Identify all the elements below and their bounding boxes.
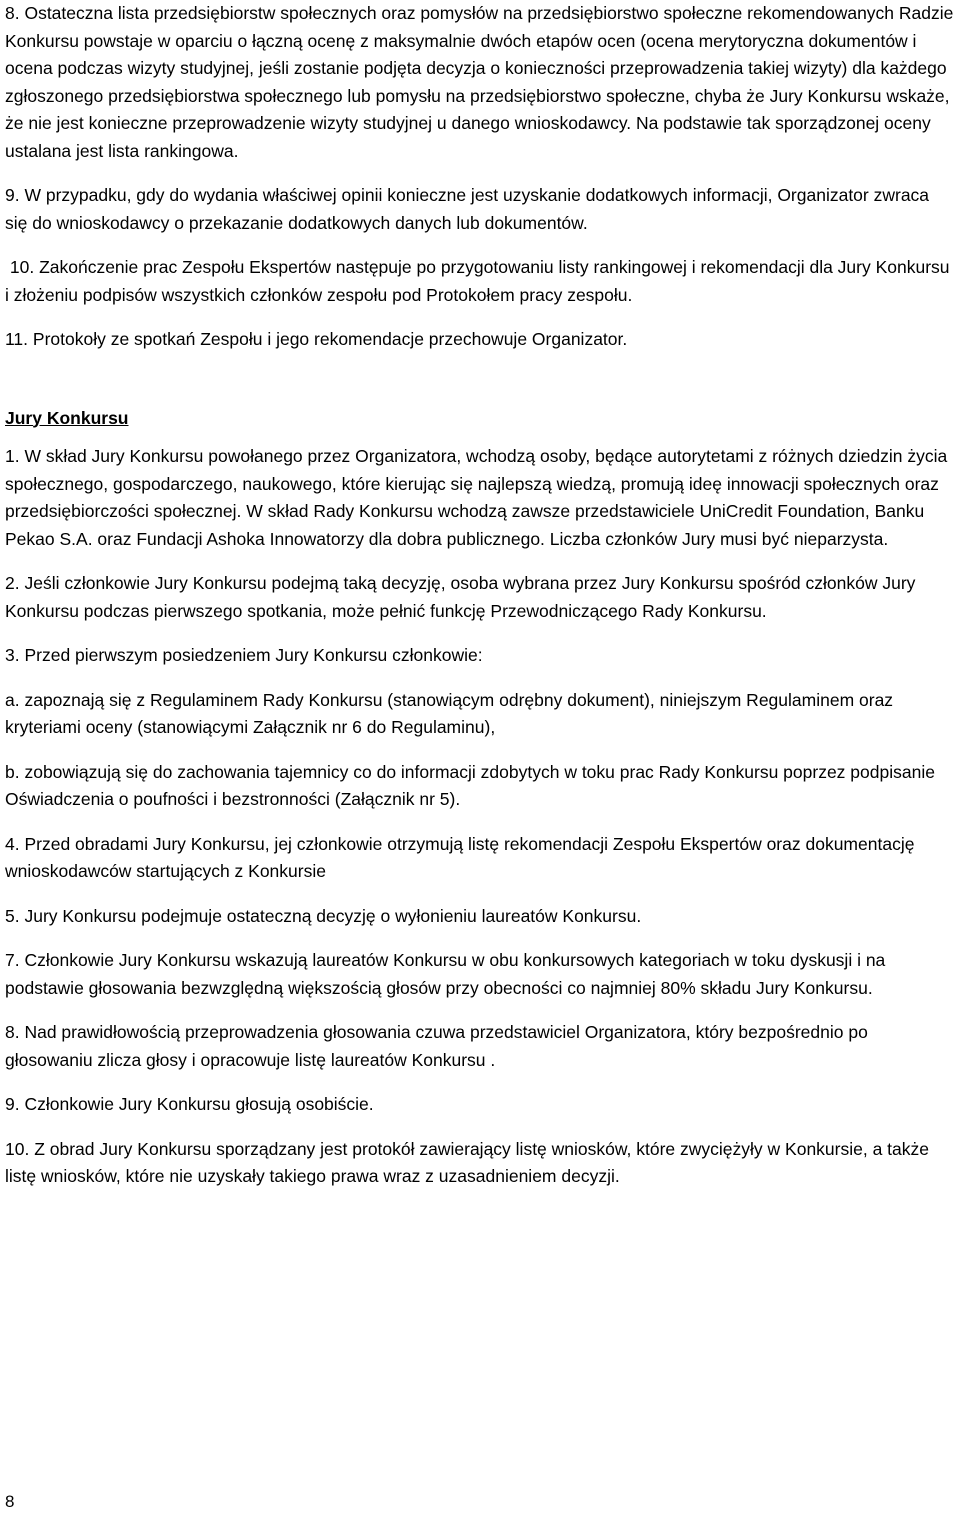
jury-paragraph-3b: b. zobowiązują się do zachowania tajemnicy co do informacji zdobytych w toku prac Rady Konkursu poprzez podpisanie Oświadczenia o poufności i bezstronności (Załącznik nr 5).	[5, 761, 935, 809]
jury-paragraph-5: 5. Jury Konkursu podejmuje ostateczną decyzję o wyłonieniu laureatów Konkursu.	[5, 905, 642, 926]
jury-paragraph-4: 4. Przed obradami Jury Konkursu, jej członkowie otrzymują listę rekomendacji Zespołu Ekspertów oraz dokumentację wnioskodawców startujących z Konkursie	[5, 833, 915, 881]
jury-paragraph-2: 2. Jeśli członkowie Jury Konkursu podejmą taką decyzję, osoba wybrana przez Jury Konkursu spośród członków Jury Konkursu podczas pierwszego spotkania, może pełnić funkcję Przewodniczącego Rady Konkursu.	[5, 573, 916, 621]
paragraph-9: 9. W przypadku, gdy do wydania właściwej opinii konieczne jest uzyskanie dodatkowych informacji, Organizator zwraca się do wnioskodawcy o przekazanie dodatkowych danych lub dokumentów.	[5, 185, 930, 233]
jury-paragraph-3: 3. Przed pierwszym posiedzeniem Jury Konkursu członkowie:	[5, 645, 483, 665]
paragraph-11: 11. Protokoły ze spotkań Zespołu i jego rekomendacje przechowuje Organizator.	[5, 329, 628, 349]
jury-paragraph-1: 1. W skład Jury Konkursu powołanego przez Organizatora, wchodzą osoby, będące autorytetami z różnych dziedzin życia społecznego, gospodarczego, naukowego, które kierując się najlepszą wiedzą, promują ideę innowacji społecznych oraz przedsiębiorczości społecznej. W skład Rady Konkursu wchodzą zawsze przedstawiciele UniCredit Foundation, Banku Pekao S.A. oraz Fundacji Ashoka Innowatorzy dla dobra publicznego. Liczba członków Jury musi być nieparzysta.	[5, 446, 948, 549]
jury-paragraph-7: 7. Członkowie Jury Konkursu wskazują laureatów Konkursu w obu konkursowych kategoriach w toku dyskusji i na podstawie głosowania bezwzględną większością głosów przy obecności co najmniej 80% składu Jury Konkursu.	[5, 950, 886, 998]
section-heading-jury: Jury Konkursu	[5, 407, 129, 428]
jury-paragraph-10: 10. Z obrad Jury Konkursu sporządzany jest protokół zawierający listę wniosków, które zwyciężyły w Konkursie, a także listę wniosków, które nie uzyskały takiego prawa wraz z uzasadnieniem decyzji.	[5, 1138, 930, 1186]
page-number: 8	[5, 1492, 15, 1511]
document-page	[5, 0, 955, 1191]
paragraph-10: 10. Zakończenie prac Zespołu Ekspertów następuje po przygotowaniu listy rankingowej i rekomendacji dla Jury Konkursu i złożeniu podpisów wszystkich członków zespołu pod Protokołem pracy zespołu.	[5, 257, 955, 305]
jury-paragraph-8: 8. Nad prawidłowością przeprowadzenia głosowania czuwa przedstawiciel Organizatora, który bezpośrednio po głosowaniu zlicza głosy i opracowuje listę laureatów Konkursu .	[5, 1022, 868, 1070]
jury-paragraph-9: 9. Członkowie Jury Konkursu głosują osobiście.	[5, 1094, 374, 1114]
paragraph-8: 8. Ostateczna lista przedsiębiorstw społecznych oraz pomysłów na przedsiębiorstwo społeczne rekomendowanych Radzie Konkursu powstaje w oparciu o łączną ocenę z maksymalnie dwóch etapów ocen (ocena merytoryczna dokumentów i ocena podczas wizyty studyjnej, jeśli zostanie podjęta decyzja o konieczności przeprowadzenia takiej wizyty) dla każdego zgłoszonego przedsiębiorstwa społecznego lub pomysłu na przedsiębiorstwo społeczne, chyba że Jury Konkursu wskaże, że nie jest konieczne przeprowadzenie wizyty studyjnej u danego wnioskodawcy. Na podstawie tak sporządzonej oceny ustalana jest lista rankingowa.	[5, 3, 954, 161]
jury-paragraph-3a: a. zapoznają się z Regulaminem Rady Konkursu (stanowiącym odrębny dokument), niniejszym Regulaminem oraz kryteriami oceny (stanowiącymi Załącznik nr 6 do Regulaminu),	[5, 689, 894, 737]
